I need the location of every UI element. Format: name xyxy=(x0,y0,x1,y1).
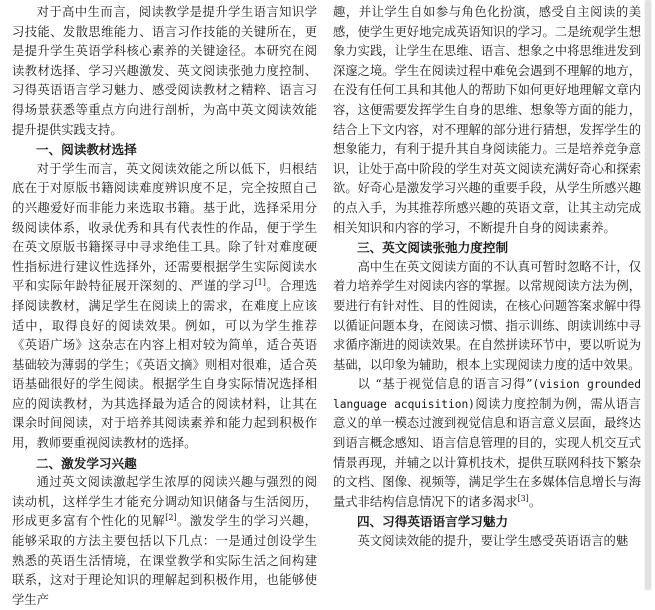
paragraph-learning-interest xyxy=(12,473,317,610)
english-term: (vision grounded language acquisition) xyxy=(333,378,641,411)
section-heading-reading-intensity: 三、英文阅读张弛力度控制 xyxy=(356,240,509,256)
paragraph-text: 。激发学生的学习兴趣，能够采取的方法主要包括以下几点：一是通过创设学生熟悉的英语生活情境，在课堂教学和实际生活之间构建联系，这对于理论知识的理解起到积极作用，也能够使学生产 xyxy=(12,514,317,607)
paragraph-text: 以 “基于视觉信息的语言习得” xyxy=(357,377,533,392)
vertical-scrollbar[interactable] xyxy=(644,0,652,590)
right-column xyxy=(333,3,641,552)
paragraph-text: 。 xyxy=(528,494,542,509)
citation-ref: [3] xyxy=(517,493,529,503)
paragraph-textbook-selection xyxy=(12,160,317,454)
paragraph-text: 对于学生而言，英文阅读效能之所以低下，归根结底在于对原版书籍阅读难度辨识度不足，完全按照自己的兴趣爱好而非能力来选取书籍。基于此，选择采用分级阅读体系，收录优秀和具有代表性的作品，便于学生在英文原版书籍探寻中寻求绝佳工具。除了针对难度硬性指标进行建议性选择外，还需要根据学生实际阅读水平和实际年龄特征展开深刻的、严谨的学习 xyxy=(12,161,317,294)
paragraph-intro: 对于高中生而言，阅读教学是提升学生语言知识学习技能、发散思维能力、语言习作技能的关键所在，更是提升学生英语学科核心素养的关键途径。本研究在阅读教材选择、学习兴趣激发、英文阅读张弛力度控制、习得英语语言学习魅力、感受阅读教材之精粹、语言习得场景获悉等重点方向进行剖析，为高中英文阅读效能提升提供实践支持。 xyxy=(12,5,317,137)
paragraph-reading-intensity: 高中生在英文阅读方面的不认真可暂时忽略不计，仅着力培养学生对阅读内容的掌握。以常规阅读方法为例，要进行有针对性、目的性阅读，在核心问题答案求解中得以循证问题本身，在阅读习惯、指示训练、朗读训练中寻求循序渐进的阅读效果。在自然拼读环节中，要以听说为基础，以印象为辅助，根本上实现阅读力度的适中效果。 xyxy=(333,259,641,372)
paragraph-vision-grounded xyxy=(333,375,641,512)
paragraph-text: 阅读力度控制为例，需从语言意义的单一模态过渡到视觉信息和语言意义层面，最终达到语言概念感知、语言信息管理的目的，实现人机交互式情景再现，并辅之以计算机技术，提供互联网科技下繁杂的文档、图像、视频等，满足学生在多媒体信息增长与海量式非结构信息情况下的诸多渴求 xyxy=(333,396,641,509)
scrollbar-thumb[interactable] xyxy=(645,0,651,590)
citation-ref: [2] xyxy=(165,513,177,523)
paragraph-language-charm: 英文阅读效能的提升，要让学生感受英语语言的魅 xyxy=(357,534,629,549)
paragraph-text: 。合理选择阅读教材，满足学生在阅读上的需求，在难度上应该适中，取得良好的阅读效果。例如，可以为学生推荐《英语广场》这杂志在内容上相对较为简单，适合英语基础较为薄弱的学生；《英语文摘》则相对很难，适合英语基础很好的学生阅读。根据学生自身实际情况选择相应的阅读教材，为其选择最为适合的阅读材料，让其在课余时间阅读，对于培养其阅读素养和能力起到积极作用，教师要重视阅读教材的选择。 xyxy=(12,279,317,451)
citation-ref: [1] xyxy=(254,278,266,288)
section-heading-textbook-selection: 一、阅读教材选择 xyxy=(35,142,137,158)
section-heading-language-charm: 四、习得英语语言学习魅力 xyxy=(356,514,509,530)
paragraph-text: 通过英文阅读激起学生浓厚的阅读兴趣与强烈的阅读动机，这样学生才能充分调动知识储备与生活阅历，形成更多富有个性化的见解 xyxy=(12,475,317,529)
left-column xyxy=(12,3,317,610)
section-heading-learning-interest: 二、激发学习兴趣 xyxy=(35,455,137,471)
paragraph-continued: 趣，并让学生自如参与角色化扮演，感受自主阅读的美感，使学生更好地完成英语知识的学习。二是统观学生想象力实践，让学生在思维、语言、想象之中将思维进发到深邃之境。学生在阅读过程中难免会遇到不理解的地方，在没有任何工具和其他人的帮助下如何更好地理解文章内容，这便需要发挥学生自身的思维、想象等方面的能力，结合上下文内容，对不理解的部分进行猜想，发挥学生的想象能力，有利于提升其自身阅读能力。三是培养竞争意识，让处于高中阶段的学生对英文阅读充满好奇心和探索欲。好奇心是激发学习兴趣的重要手段，从学生所感兴趣的点入手，为其推荐所感兴趣的英语文章，让其主动完成相关知识和内容的学习，不断提升自身的阅读素养。 xyxy=(333,5,641,235)
